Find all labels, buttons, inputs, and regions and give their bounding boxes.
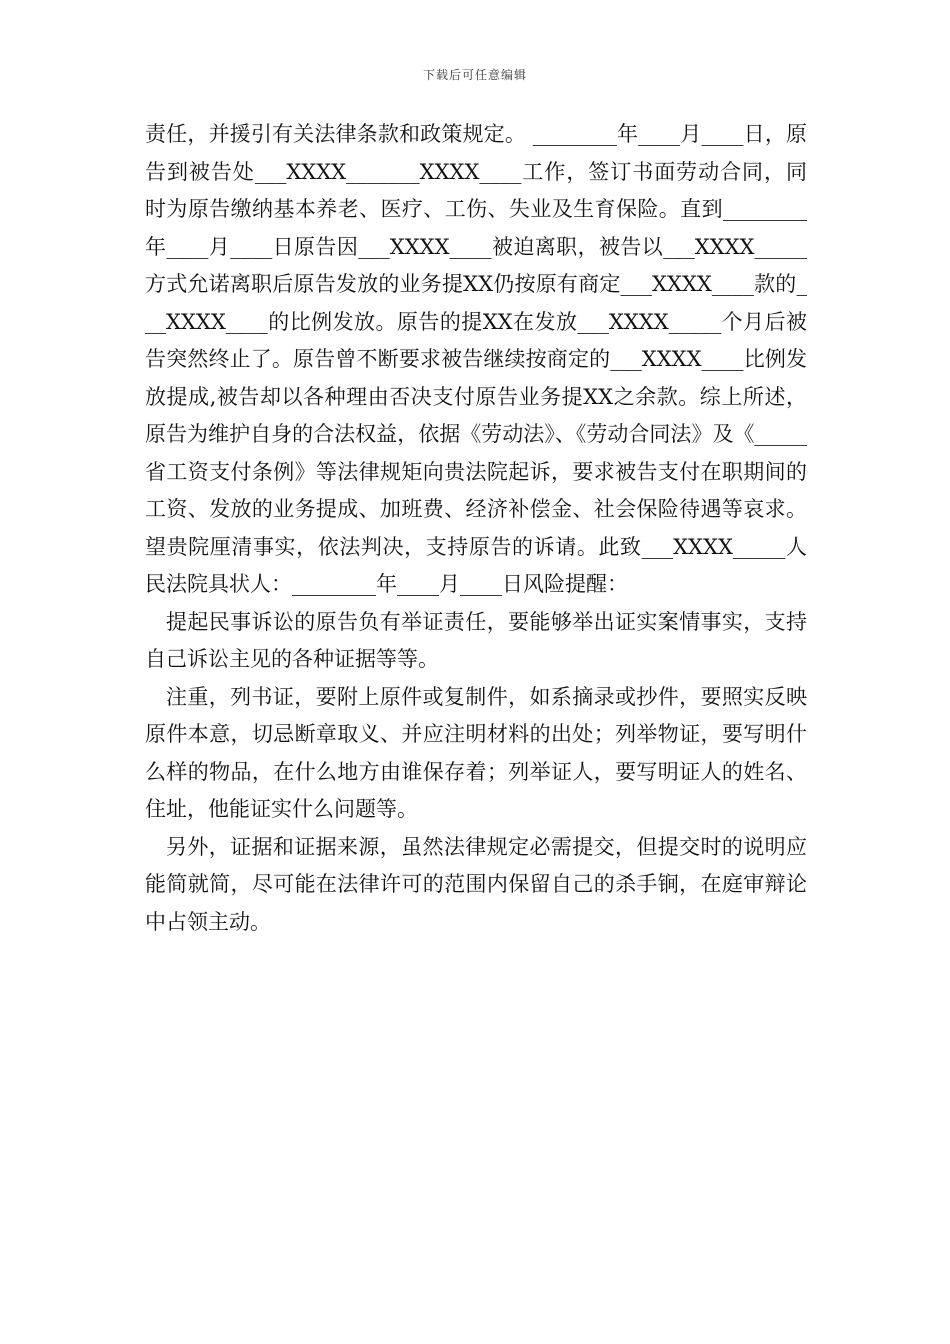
- paragraph-complaint: 责任，并援引有关法律条款和政策规定。 ________年____月____日，原告到被告处___XXXX_______XXXX____工作，签订书面劳动合同，同时为原告缴纳基本养老、医疗、工伤、失业及生育保险。直到________年____月____日原告因___XXXX____被迫离职，被告以___XXXX_____方式允诺离职后原告发放的业务提XX仍按原有商定___XXXX____款的___XXXX____的比例发放。原告的提XX在发放___XXXX_____个月后被告突然终止了。原告曾不断要求被告继续按商定的___XXXX____比例发放提成,被告却以各种理由否决支付原告业务提XX之余款。综上所述，原告为维护自身的合法权益，依据《劳动法》、《劳动合同法》及《_____省工资支付条例》等法律规矩向贵法院起诉，要求被告支付在职期间的工资、发放的业务提成、加班费、经济补偿金、社会保险待遇等哀求。望贵院厘清事实，依法判决，支持原告的诉请。此致___XXXX_____人民法院具状人：________年____月____日风险提醒：: [145, 122, 807, 596]
- page-header: 下载后可任意编辑: [422, 68, 527, 82]
- paragraph-evidence-listing: 注重，列书证，要附上原件或复制件，如系摘录或抄件，要照实反映原件本意，切忌断章取义、并应注明材料的出处；列举物证，要写明什么样的物品，在什么地方由谁保存着；列举证人，要写明证人的姓名、住址，他能证实什么问题等。: [145, 684, 807, 821]
- paragraph-burden-of-proof: 提起民事诉讼的原告负有举证责任，要能够举出证实案情事实，支持自己诉讼主见的各种证据等等。: [145, 609, 807, 671]
- document-body: [145, 116, 807, 941]
- paragraph-evidence-source: 另外，证据和证据来源，虽然法律规定必需提交，但提交时的说明应能简就简，尽可能在法律许可的范围内保留自己的杀手锏，在庭审辩论中占领主动。: [145, 834, 807, 934]
